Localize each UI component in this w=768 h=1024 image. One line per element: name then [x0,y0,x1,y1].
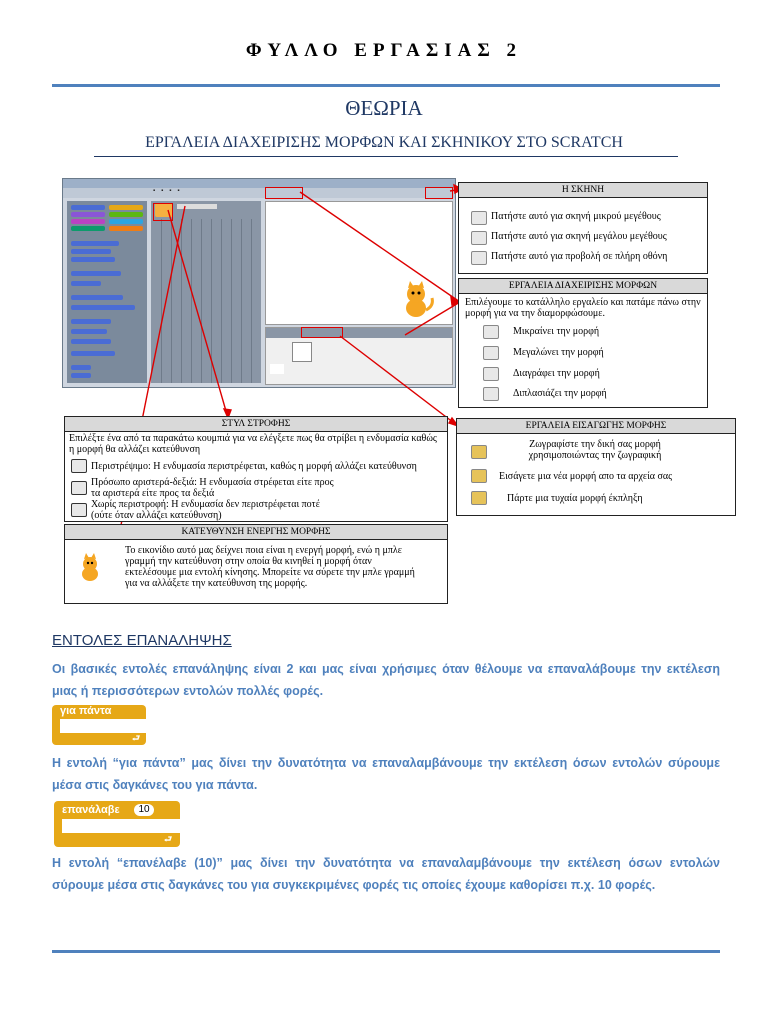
loops-heading: ΕΝΤΟΛΕΣ ΕΠΑΝΑΛΗΨΗΣ [52,632,232,649]
stage-box [458,182,708,274]
random-sprite-icon [471,491,487,505]
grow-icon [483,346,499,360]
rotation-item: Χωρίς περιστροφή: Η ενδυμασία δεν περιστρέφεται ποτέ (ούτε όταν αλλάζει κατεύθυνση) [91,499,320,521]
repeat-block-label: επανάλαβε [62,804,120,816]
repeat-text: Η εντολή “επανέλαβε (10)” μας δίνει την δυνατότητα να επαναλαμβάνουμε την εκτέλεση όσων εντολών σύρουμε μέσα στις δαγκάνες του για συγκεκριμένες φορές τις οποίες έχουμε καθορίσει π.χ. 10 φορές. [52,856,720,892]
rotation-box [64,416,448,522]
stage-item: Πατήστε αυτό για σκηνή μεγάλου μεγέθους [491,231,667,242]
cat-sprite-icon [75,553,105,585]
stage-box-title: Η ΣΚΗΝΗ [459,183,707,198]
bottom-divider [52,950,720,953]
shrink-icon [483,325,499,339]
no-rotate-icon [71,503,87,517]
tool-item: Διπλασιάζει την μορφή [513,388,607,399]
direction-box-title: ΚΑΤΕΥΘΥΝΣΗ ΕΝΕΡΓΗΣ ΜΟΡΦΗΣ [65,525,447,540]
insert-item: Εισάγετε μια νέα μορφή απο τα αρχεία σας [499,471,673,482]
tools-box-title: ΕΡΓΑΛΕΙΑ ΔΙΑΧΕΙΡΙΣΗΣ ΜΟΡΦΩΝ [459,279,707,294]
forever-text: Η εντολή “για πάντα” μας δίνει την δυνατότητα να επαναλαμβάνουμε την εκτέλεση όσων εντολών σύρουμε μέσα στις δαγκάνες του για πάντα. [52,756,720,792]
section-heading: ΘΕΩΡΙΑ [345,96,423,120]
tools-intro: Επιλέγουμε το κατάλληλο εργαλείο και πατάμε πάνω στην μορφή για να την διαμορφώσουμε. [465,297,701,319]
stage-item: Πατήστε αυτό για προβολή σε πλήρη οθόνη [491,251,668,262]
large-stage-icon [471,231,487,245]
tool-item: Διαγράφει την μορφή [513,368,600,379]
forever-block-label: για πάντα [60,705,112,717]
insert-item: Ζωγραφίστε την δική σας μορφή χρησιμοποιώντας την ζωγραφική [528,439,662,461]
insert-box [456,418,736,516]
folder-sprite-icon [471,469,487,483]
loop-arrow-icon: ⮐ [132,733,141,743]
small-stage-icon [471,211,487,225]
repeat-count: 10 [134,804,154,816]
rotate-icon [71,459,87,473]
direction-box [64,524,448,604]
left-right-icon [71,481,87,495]
page-title: ΦΥΛΛΟ ΕΡΓΑΣΙΑΣ 2 [245,40,523,61]
loops-intro: Οι βασικές εντολές επανάληψης είναι 2 και μας είναι χρήσιμες όταν θέλουμε να επαναλάβουμε την εκτέλεση μιας ή περισσότερων εντολών πολλές φορές. [52,662,720,698]
rotation-intro: Επιλέξτε ένα από τα παρακάτω κουμπιά για να ελέγξετε πως θα στρίβει η ενδυμασία καθώς η μορφή θα αλλάζει κατεύθυνση [69,433,437,455]
rotation-item: Περιστρέψιμο: Η ενδυμασία περιστρέφεται, καθώς η μορφή αλλάζει κατεύθυνση [91,461,417,472]
paint-sprite-icon [471,445,487,459]
duplicate-icon [483,387,499,401]
repeat-block [54,801,180,847]
rotation-box-title: ΣΤΥΛ ΣΤΡΟΦΗΣ [65,417,447,432]
tool-item: Μεγαλώνει την μορφή [513,347,604,358]
scratch-screenshot: ▪ ▪ ▪ ▪ [62,178,456,388]
rotation-item: Πρόσωπο αριστερά-δεξιά: Η ενδυμασία στρέφεται είτε προς τα αριστερά είτε προς τα δεξιά [91,477,334,499]
stage-item: Πατήστε αυτό για σκηνή μικρού μεγέθους [491,211,661,222]
tools-box [458,278,708,408]
insert-box-title: ΕΡΓΑΛΕΙΑ ΕΙΣΑΓΩΓΗΣ ΜΟΡΦΗΣ [457,419,735,434]
fullscreen-icon [471,251,487,265]
direction-text: Το εικονίδιο αυτό μας δείχνει ποια είναι η ενεργή μορφή, ενώ η μπλε γραμμή την κατεύθυνση στην οποία θα κινηθεί η μορφή όταν εκτελέσουμε μια εντολή κίνησης. Μπορείτε να σύρετε την μπλε γραμμή για να αλλάξετε την κατεύθυνση της μορφής. [125,545,415,589]
loop-arrow-icon: ⮐ [164,834,173,844]
forever-block [52,705,146,745]
subtitle: ΕΡΓΑΛΕΙΑ ΔΙΑΧΕΙΡΙΣΗΣ ΜΟΡΦΩΝ ΚΑΙ ΣΚΗΝΙΚΟΥ ΣΤΟ SCRATCH [145,134,623,151]
delete-icon [483,367,499,381]
insert-item: Πάρτε μια τυχαία μορφή έκπληξη [507,493,643,504]
tool-item: Μικραίνει την μορφή [513,326,600,337]
